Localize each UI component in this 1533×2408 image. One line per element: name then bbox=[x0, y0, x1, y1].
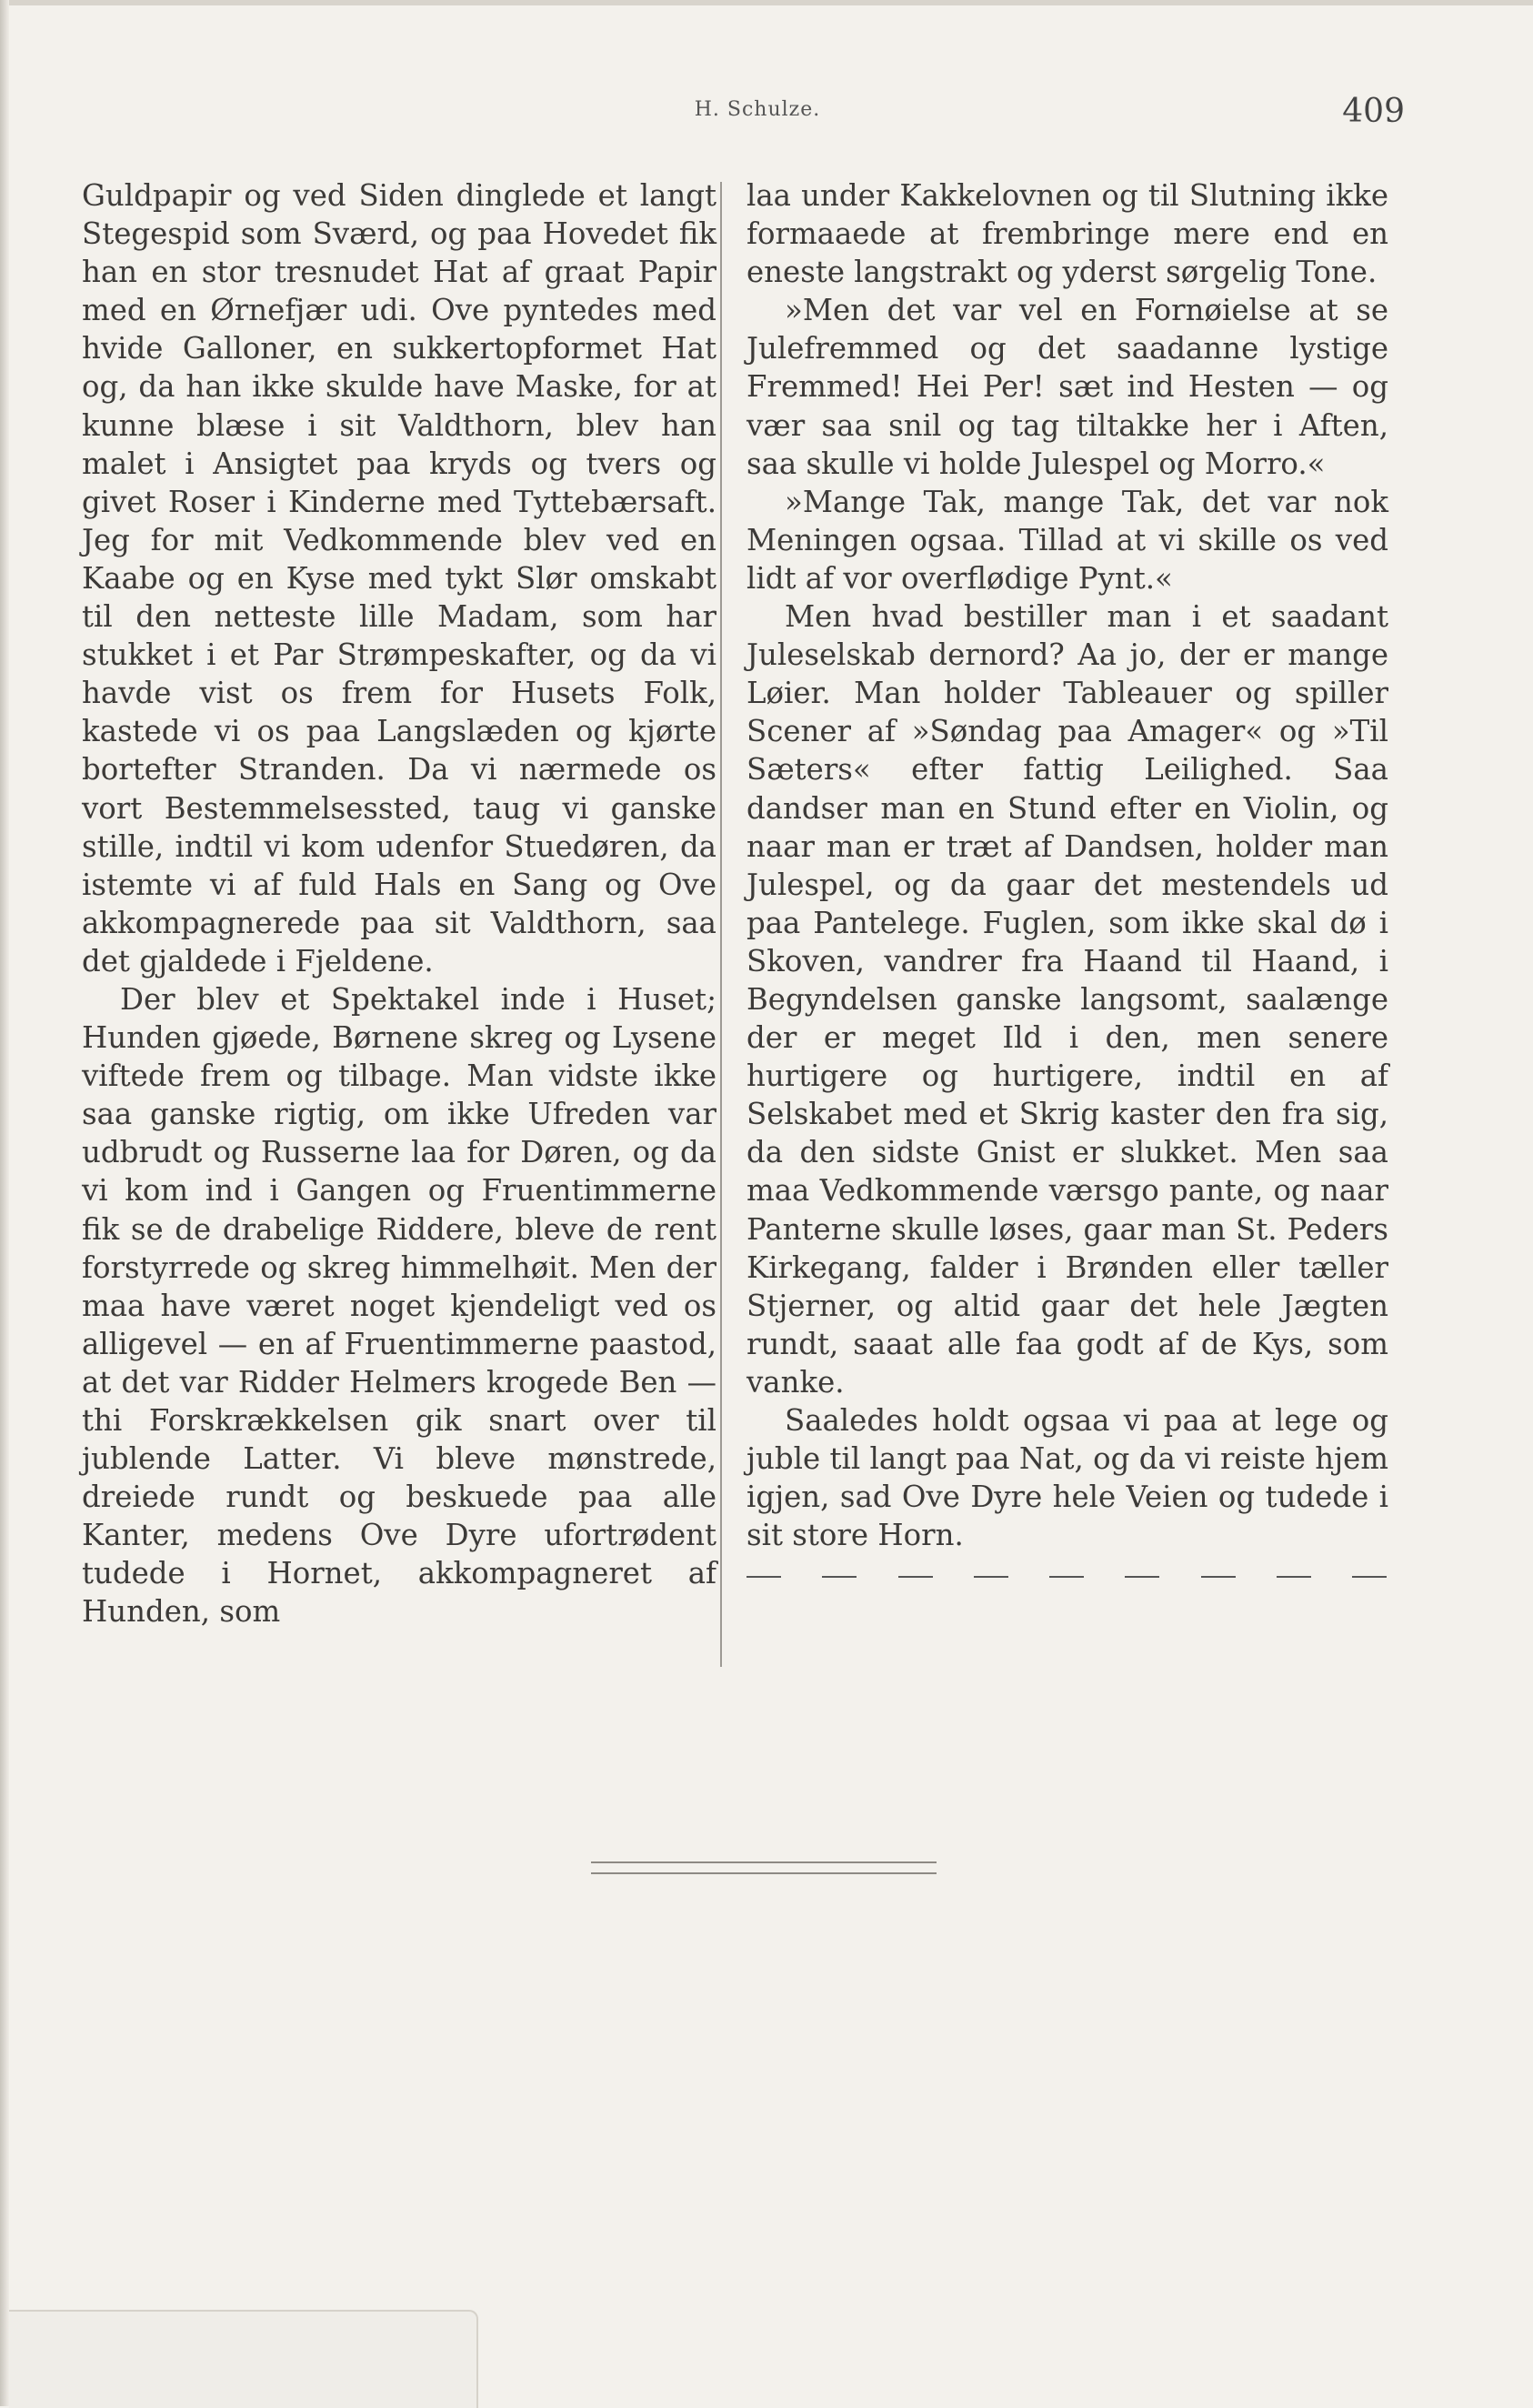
paragraph: »Men det var vel en Fornøielse at se Julefremmed og det saadanne lystige Fremmed! Hei Per! sæt ind Hesten — og vær saa snil og tag tiltakke her i Aften, saa skulle vi holde Julespel og Morro.« bbox=[746, 293, 1388, 481]
paragraph: »Mange Tak, mange Tak, det var nok Meningen ogsaa. Tillad at vi skille os ved lidt af vor overflødige Pynt.« bbox=[746, 484, 1388, 596]
page-edge-left bbox=[0, 0, 9, 2406]
left-column bbox=[82, 176, 716, 1631]
closing-dash bbox=[1125, 1576, 1159, 1616]
closing-dash bbox=[1049, 1576, 1084, 1616]
paragraph: Saaledes holdt ogsaa vi paa at lege og juble til langt paa Nat, og da vi reiste hjem igjen, sad Ove Dyre hele Veien og tudede i sit store Horn. bbox=[746, 1403, 1388, 1553]
page-header bbox=[0, 93, 1533, 144]
section-end-rule bbox=[591, 1861, 937, 1874]
page-number: 409 bbox=[1342, 93, 1405, 130]
closing-dash bbox=[1201, 1576, 1236, 1616]
page-stain bbox=[9, 2310, 478, 2408]
closing-dash-row bbox=[746, 1556, 1388, 1616]
column-divider bbox=[720, 182, 722, 1667]
right-column bbox=[746, 176, 1388, 1616]
closing-dash bbox=[898, 1576, 933, 1616]
paragraph: Der blev et Spektakel inde i Huset; Hunden gjøede, Børnene skreg og Lysene viftede frem og tilbage. Man vidste ikke saa ganske rigtig, om ikke Ufreden var udbrudt og Russerne laa for Døren, og da vi kom ind i Gangen og Fruentimmerne fik se de drabelige Riddere, bleve de rent forstyrrede og skreg himmelhøit. Men der maa have været noget kjendeligt ved os alligevel — en af Fruentimmerne paastod, at det var Ridder Helmers krogede Ben — thi Forskrækkelsen gik snart over til jublende Latter. Vi bleve mønstrede, dreiede rundt og beskuede paa alle Kanter, medens Ove Dyre ufortrødent tudede i Hornet, akkompagneret af Hunden, som bbox=[82, 981, 716, 1630]
closing-dash bbox=[974, 1576, 1008, 1616]
paragraph: Guldpapir og ved Siden dinglede et langt Stegespid som Sværd, og paa Hovedet fik han en stor tresnudet Hat af graat Papir med en Ørnefjær udi. Ove pyntedes med hvide Galloner, en sukkertopformet Hat og, da han ikke skulde have Maske, for at kunne blæse i sit Valdthorn, blev han malet i Ansigtet paa kryds og tvers og givet Roser i Kinderne med Tyttebærsaft. Jeg for mit Vedkommende blev ved en Kaabe og en Kyse med tykt Slør omskabt til den netteste lille Madam, som har stukket i et Par Strømpeskafter, og da vi havde vist os frem for Husets Folk, kastede vi os paa Langslæden og kjørte bortefter Stranden. Da vi nærmede os vort Bestemmelsessted, taug vi ganske stille, indtil vi kom udenfor Stuedøren, da istemte vi af fuld Hals en Sang og Ove akkompagnerede paa sit Valdthorn, saa det gjaldede i Fjeldene. bbox=[82, 178, 716, 978]
closing-dash bbox=[1352, 1576, 1387, 1616]
running-head: H. Schulze. bbox=[694, 98, 821, 121]
paragraph: Men hvad bestiller man i et saadant Juleselskab dernord? Aa jo, der er mange Løier. Man holder Tableauer og spiller Scener af »Søndag paa Amager« og »Til Sæters« efter fattig Leilighed. Saa dandser man en Stund efter en Violin, og naar man er træt af Dandsen, holder man Julespel, og da gaar det mestendels ud paa Pantelege. Fuglen, som ikke skal dø i Skoven, vandrer fra Haand til Haand, i Begyndelsen ganske langsomt, saalænge der er meget Ild i den, men senere hurtigere og hurtigere, indtil en af Selskabet med et Skrig kaster den fra sig, da den sidste Gnist er slukket. Men saa maa Vedkommende værsgo pante, og naar Panterne skulle løses, gaar man St. Peders Kirkegang, falder i Brønden eller tæller Stjerner, og altid gaar det hele Jægten rundt, saaat alle faa godt af de Kys, som vanke. bbox=[746, 599, 1388, 1400]
closing-dash bbox=[1277, 1576, 1311, 1616]
paragraph: laa under Kakkelovnen og til Slutning ikke formaaede at frembringe mere end en eneste langstrakt og yderst sørgelig Tone. bbox=[746, 178, 1388, 290]
closing-dash bbox=[746, 1576, 781, 1616]
page-edge-top bbox=[0, 0, 1533, 5]
closing-dash bbox=[822, 1576, 857, 1616]
